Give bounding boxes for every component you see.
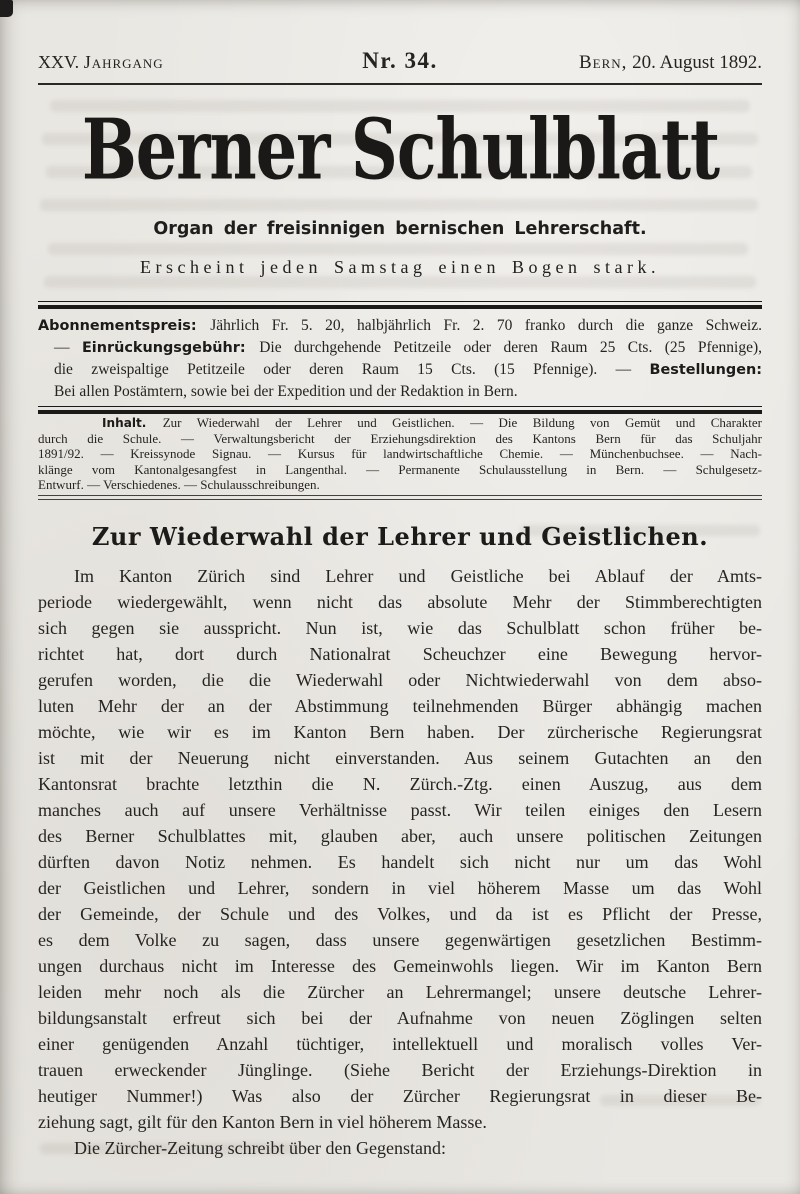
article-title: Zur Wiederwahl der Lehrer und Geistlichen. <box>91 522 709 552</box>
article-text-line: heutiger Nummer!) Was also der Zürcher Regierungsrat in dieser Be- <box>38 1086 762 1107</box>
article-text-line: richtet hat, dort durch Nationalrat Scheuchzer eine Bewegung hervor- <box>38 644 762 665</box>
masthead <box>38 93 762 205</box>
publication-frequency: Erscheint jeden Samstag einen Bogen stark. <box>140 257 660 277</box>
article-text-line: einer genügenden Anzahl tüchtiger, intellektuell und moralisch volles Ver- <box>38 1034 762 1055</box>
article-text-line: es dem Volke zu sagen, dass unsere gegenwärtigen gesetzlichen Bestimm- <box>38 930 762 951</box>
table-of-contents <box>38 415 762 492</box>
subscription-line <box>38 359 762 381</box>
contents-line: Entwurf. — Verschiedenes. — Schulausschreibungen. <box>38 476 320 492</box>
volume-label <box>38 49 362 75</box>
article-text-line: leiden mehr noch als die Zürcher an Lehrermangel; unsere deutsche Lehrer- <box>38 982 762 1003</box>
article-paragraph-2 <box>38 1135 762 1161</box>
text-segment: die zweispaltige Petitzeile oder deren Raum 15 Cts. (15 Pfennige). — <box>54 361 650 378</box>
article-text-line: gerufen worden, die die Wiederwahl oder Nichtwiederwahl von dem abso- <box>38 670 762 691</box>
article-text-line: Im Kanton Zürich sind Lehrer und Geistliche bei Ablauf der Amts- <box>74 566 762 587</box>
article-text-line: dürften davon Notiz nehmen. Es handelt sich nicht nur um das Wohl <box>38 852 762 873</box>
newspaper-subtitle: Organ der freisinnigen bernischen Lehrerschaft. <box>153 219 647 239</box>
article-text-line: der Gemeinde, der Schule und des Volkes, und da ist es Pflicht der Presse, <box>38 904 762 925</box>
article-text-line: ziehung sagt, gilt für den Kanton Bern in viel höherem Masse. <box>38 1112 487 1133</box>
dateline <box>438 50 762 76</box>
double-rule-bottom <box>38 406 762 414</box>
article-text-line: Die Zürcher-Zeitung schreibt über den Gegenstand: <box>74 1138 446 1159</box>
contents-line: 1891/92. — Kreissynode Signau. — Kursus für landwirtschaftliche Chemie. — Münchenbuchsee. — Nach- <box>38 446 762 462</box>
article-text-line: der Geistlichen und Lehrer, sondern in viel höherem Masse um das Wohl <box>38 878 762 899</box>
subscription-info <box>38 315 762 403</box>
text-segment: — <box>54 339 82 356</box>
volume-word: Jahrgang <box>83 52 164 72</box>
volume-number: XXV. <box>38 52 80 72</box>
contents-rule <box>38 495 762 500</box>
article-text-line: bildungsanstalt erfreut sich bei der Aufnahme von neuen Zöglingen selten <box>38 1008 762 1029</box>
bold-lead-in: Bestellungen: <box>649 362 762 378</box>
issue-number: Nr. 34. <box>362 48 438 73</box>
article-text-line: ist mit der Neuerung nicht einverstanden. Aus seinem Gutachten an den <box>38 748 762 769</box>
dateline-city: Bern, <box>578 52 628 73</box>
bold-lead-in: Abonnementspreis: <box>38 318 211 334</box>
article-paragraph-1 <box>38 563 762 1135</box>
contents-line: durch die Schule. — Verwaltungsbericht der Erziehungsdirektion des Kantons Bern für das Schuljahr <box>38 431 762 447</box>
subscription-line <box>38 315 762 337</box>
contents-line: klänge vom Kantonalgesangfest in Langenthal. — Permanente Schulausstellung in Bern. — Schulgesetz- <box>38 461 762 477</box>
text-segment: Zur Wiederwahl der Lehrer und Geistlichen. — Die Bildung von Gemüt und Charakter <box>162 415 762 430</box>
text-segment: Jährlich Fr. 5. 20, halbjährlich Fr. 2. 70 franko durch die ganze Schweiz. <box>210 317 762 334</box>
scan-corner-artifact <box>0 0 13 17</box>
text-segment: Die durchgehende Petitzeile oder deren Raum 25 Cts. (25 Pfennige), <box>259 339 762 356</box>
bold-lead-in: Inhalt. <box>102 416 163 430</box>
article-text-line: trauen erweckender Jünglinge. (Siehe Bericht der Erziehungs-Direktion in <box>38 1060 762 1081</box>
page-content <box>38 0 762 1161</box>
subscription-line <box>38 381 762 403</box>
article-text-line: möchte, wie wir es im Kanton Bern haben. Der zürcherische Regierungsrat <box>38 722 762 743</box>
double-rule-top <box>38 301 762 309</box>
header-rule <box>38 83 762 85</box>
article-text-line: sich gegen sie ausspricht. Nun ist, wie das Schulblatt schon früher be- <box>38 618 762 639</box>
newspaper-title: Berner Schulblatt <box>81 99 719 199</box>
issue-header <box>38 48 762 76</box>
article-text-line: luten Mehr der an der Abstimmung teilnehmenden Bürger abhängig machen <box>38 696 762 717</box>
text-segment: Bei allen Postämtern, sowie bei der Expedition und der Redaktion in Bern. <box>54 383 518 400</box>
bold-lead-in: Einrückungsgebühr: <box>81 340 260 356</box>
article-text-line: periode wiedergewählt, wenn nicht das absolute Mehr der Stimmberechtigten <box>38 592 762 613</box>
article-text-line: ungen durchaus nicht im Interesse des Gemeinwohls liegen. Wir im Kanton Bern <box>38 956 762 977</box>
dateline-date: 20. August 1892. <box>632 52 762 73</box>
contents-line <box>38 415 762 431</box>
subscription-line <box>38 337 762 359</box>
article-text-line: Kantonsrat brachte letzthin die N. Zürch.-Ztg. einen Auszug, aus dem <box>38 774 762 795</box>
article-text-line: des Berner Schulblattes mit, glauben aber, auch unsere politischen Zeitungen <box>38 826 762 847</box>
article-text-line: manches auch auf unsere Verhältnisse passt. Wir teilen einiges den Lesern <box>38 800 762 821</box>
